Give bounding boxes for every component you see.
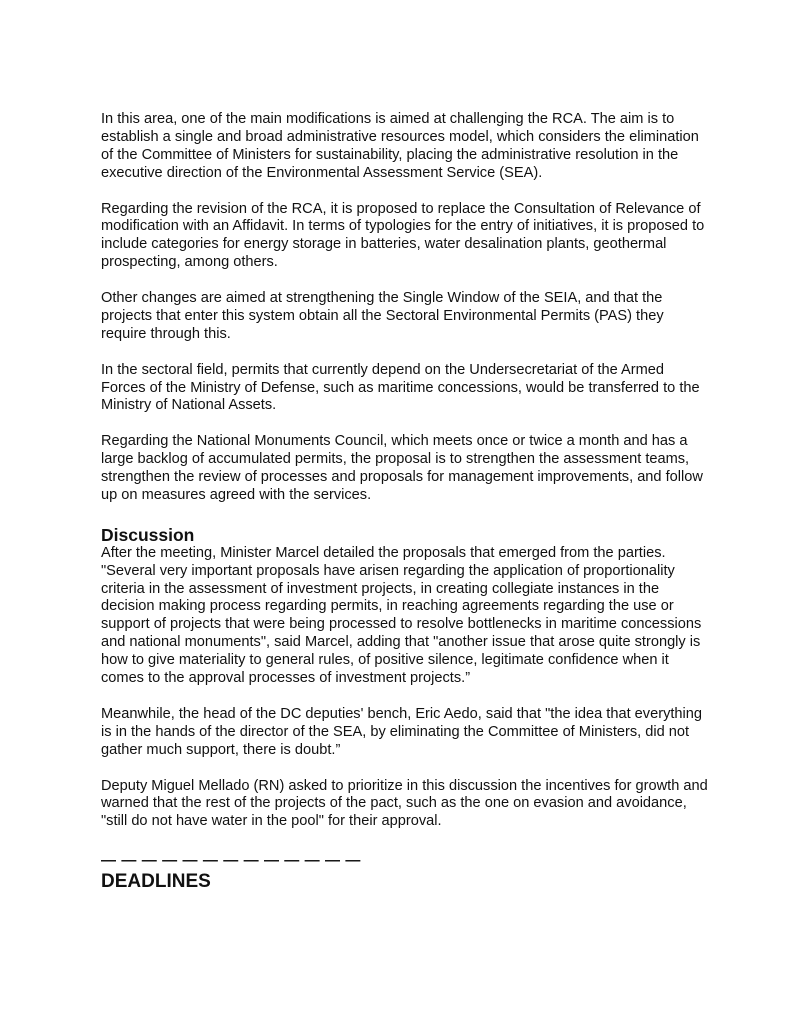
document-body xyxy=(101,111,711,893)
paragraph-rca-revision: Regarding the revision of the RCA, it is proposed to replace the Consultation of Relevance of modification with an Affidavit. In terms of typologies for the entry of initiatives, it is proposed to include categories for energy storage in batteries, water desalination plants, geothermal prospecting, among others. xyxy=(101,200,705,271)
paragraph-rca-modification: In this area, one of the main modifications is aimed at challenging the RCA. The aim is to establish a single and broad administrative resources model, which considers the elimination of the Committee of Ministers for sustainability, placing the administrative resolution in the executive direction of the Environmental Assessment Service (SEA). xyxy=(101,111,699,181)
paragraph-eric-aedo: Meanwhile, the head of the DC deputies' bench, Eric Aedo, said that "the idea that everything is in the hands of the director of the SEA, by eliminating the Committee of Ministers, did not gather much support, there is doubt.” xyxy=(101,705,703,758)
paragraph-monuments-council: Regarding the National Monuments Council, which meets once or twice a month and has a large backlog of accumulated permits, the proposal is to strengthen the assessment teams, strengthen the review of processes and proposals for management improvements, and follow up on measures agreed with the services. xyxy=(101,433,703,503)
discussion-heading: Discussion xyxy=(101,524,195,545)
separator-rule: — — — — — — — — — — — — — xyxy=(101,852,362,870)
paragraph-minister-marcel: After the meeting, Minister Marcel detailed the proposals that emerged from the parties. "Several very important proposals have arisen regarding the application of proportionality criteria in the assessment of investment projects, in creating collegiate instances in the decision making process regarding permits, in reaching agreements regarding the use or support of projects that were being processed to resolve bottlenecks in maritime concessions and national monuments", said Marcel, adding that "another issue that arose quite strongly is how to give materiality to general rules, of positive silence, legitimate confidence when it comes to the approval processes of investment projects.” xyxy=(101,544,702,687)
paragraph-sectoral-field: In the sectoral field, permits that currently depend on the Undersecretariat of the Armed Forces of the Ministry of Defense, such as maritime concessions, would be transferred to the Ministry of National Assets. xyxy=(101,361,700,414)
paragraph-miguel-mellado: Deputy Miguel Mellado (RN) asked to prioritize in this discussion the incentives for growth and warned that the rest of the projects of the pact, such as the one on evasion and avoidance, "still do not have water in the pool" for their approval. xyxy=(101,777,708,830)
deadlines-heading: DEADLINES xyxy=(101,871,211,893)
paragraph-single-window: Other changes are aimed at strengthening the Single Window of the SEIA, and that the projects that enter this system obtain all the Sectoral Environmental Permits (PAS) they require through this. xyxy=(101,290,664,342)
